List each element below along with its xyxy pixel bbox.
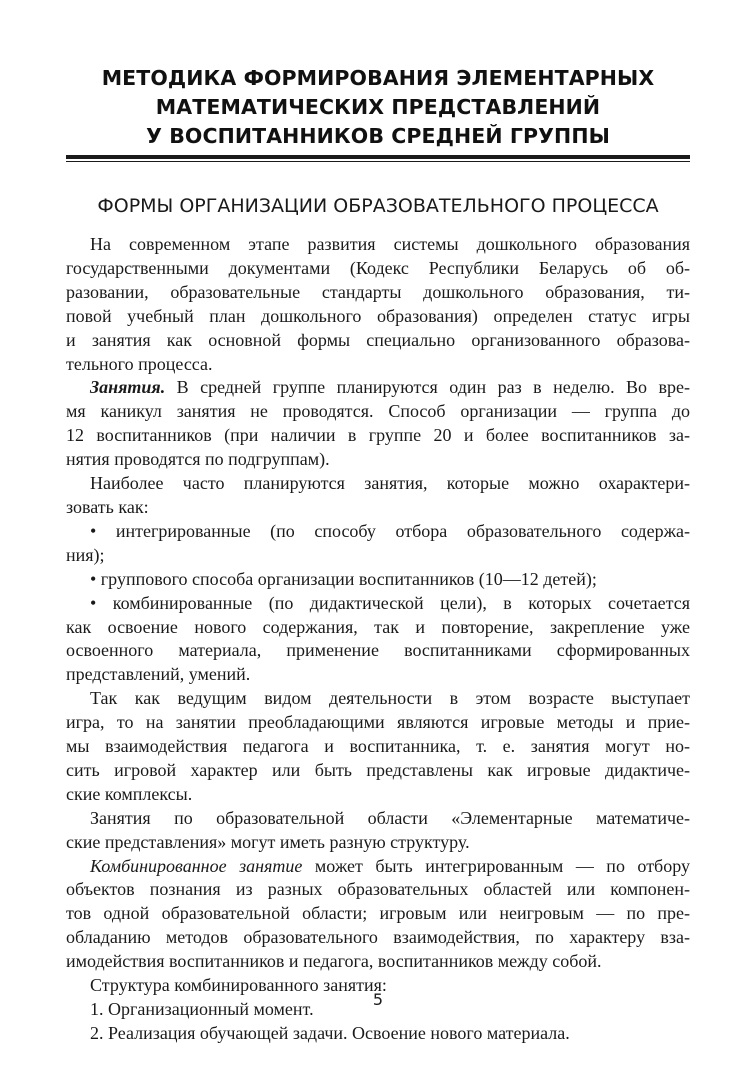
text-line: освоенного материала, применение воспитанниками сформированных xyxy=(66,640,690,661)
paragraph-play-activity xyxy=(66,687,690,807)
text-line: Структура комбинированного занятия: xyxy=(90,975,387,996)
chapter-title-line-3: У ВОСПИТАННИКОВ СРЕДНЕЙ ГРУППЫ xyxy=(146,124,610,148)
page-number: 5 xyxy=(372,990,384,1009)
text-line: Наиболее часто планируются занятия, которые можно охарактери- xyxy=(90,473,690,494)
bullet-integrated xyxy=(66,520,690,568)
paragraph-frequent-lessons xyxy=(66,472,690,520)
text-line: На современном этапе развития системы дошкольного образования xyxy=(90,234,690,254)
chapter-title-line-2: МАТЕМАТИЧЕСКИХ ПРЕДСТАВЛЕНИЙ xyxy=(155,95,601,119)
text-line: мы взаимодействия педагога и воспитанника, т. е. занятия могут но- xyxy=(66,736,690,757)
bullet-group-method xyxy=(66,568,690,592)
paragraph-combined-lesson xyxy=(66,855,690,975)
text-line: нятия проводятся по подгруппам). xyxy=(66,449,330,470)
text-fragment: может быть интегрированным — по отбору xyxy=(302,855,690,876)
section-title: ФОРМЫ ОРГАНИЗАЦИИ ОБРАЗОВАТЕЛЬНОГО ПРОЦЕССА xyxy=(97,195,659,217)
text-line: повой учебный план дошкольного образования) определен статус игры xyxy=(66,305,690,326)
list-item-teaching-task xyxy=(66,1022,690,1046)
text-line: Занятия по образовательной области «Элементарные математиче- xyxy=(90,807,690,828)
chapter-title xyxy=(66,64,690,151)
title-rule-thin xyxy=(66,161,690,162)
paragraph-lessons xyxy=(66,376,690,472)
text-line: ские представления» могут иметь разную структуру. xyxy=(66,831,470,852)
body-text xyxy=(66,233,690,1046)
text-line: • группового способа организации воспитанников (10—12 детей); xyxy=(90,568,597,589)
paragraph-structure xyxy=(66,807,690,855)
lessons-lead-term: Занятия. xyxy=(90,377,166,398)
text-line: игра, то на занятии преобладающими являются игровые методы и прие- xyxy=(66,712,690,733)
paragraph-intro xyxy=(66,233,690,376)
text-line: объектов познания из разных образовательных областей или компонен- xyxy=(66,879,690,900)
text-line: 1. Организационный момент. xyxy=(90,999,314,1019)
text-line: ния); xyxy=(66,544,105,565)
text-line: как освоение нового содержания, так и повторение, закрепление уже xyxy=(66,616,690,637)
title-rule-thick xyxy=(66,155,690,159)
text-line: представлений, умений. xyxy=(66,664,251,685)
text-line: зовать как: xyxy=(66,496,149,517)
text-line: разовании, образовательные стандарты дошкольного образования, ти- xyxy=(66,281,690,302)
text-line: тов одной образовательной области; игровым или неигровым — по пре- xyxy=(66,903,690,924)
text-line: • комбинированные (по дидактической цели), в которых сочетается xyxy=(90,592,690,613)
chapter-title-line-1: МЕТОДИКА ФОРМИРОВАНИЯ ЭЛЕМЕНТАРНЫХ xyxy=(101,66,655,90)
text-line: мя каникул занятия не проводятся. Способ организации — группа до xyxy=(66,401,690,422)
text-line: обладанию методов образовательного взаимодействия, по характеру вза- xyxy=(66,927,690,948)
text-line: ские комплексы. xyxy=(66,783,193,804)
text-line xyxy=(66,376,690,400)
text-line: тельного процесса. xyxy=(66,353,213,374)
text-line: и занятия как основной формы специально организованного образова- xyxy=(66,329,690,350)
text-line: сить игровой характер или быть представлены как игровые дидактиче- xyxy=(66,759,690,780)
text-fragment: В средней группе планируются один раз в неделю. Во вре- xyxy=(165,377,690,398)
text-line: имодействия воспитанников и педагога, воспитанников между собой. xyxy=(66,951,602,972)
text-line: • интегрированные (по способу отбора образовательного содержа- xyxy=(90,520,690,541)
bullet-combined xyxy=(66,592,690,688)
text-line: Так как ведущим видом деятельности в этом возрасте выступает xyxy=(90,688,690,709)
text-line: 12 воспитанников (при наличии в группе 20 и более воспитанников за- xyxy=(66,425,690,446)
text-line xyxy=(66,855,690,879)
text-line: государственными документами (Кодекс Республики Беларусь об об- xyxy=(66,257,690,278)
text-line: 2. Реализация обучающей задачи. Освоение нового материала. xyxy=(90,1022,570,1043)
combined-lesson-term: Комбинированное занятие xyxy=(90,855,303,876)
